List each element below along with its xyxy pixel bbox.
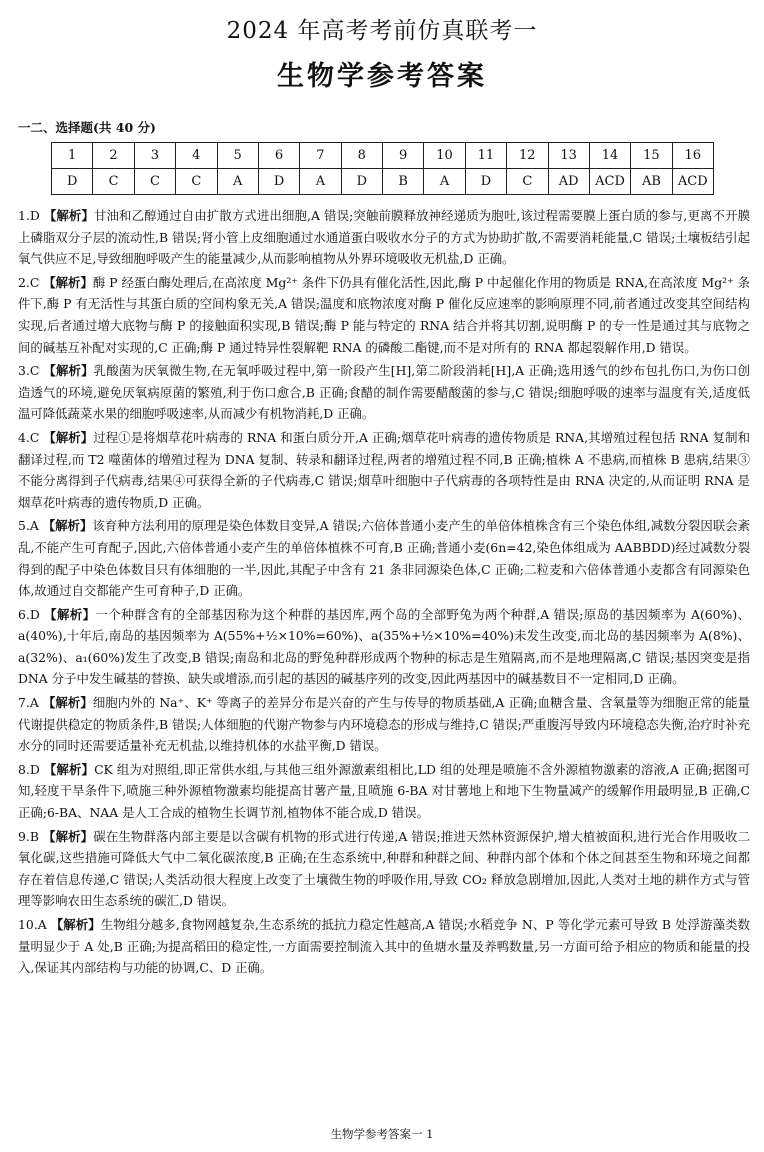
analysis-tag: 【解析】 <box>44 606 96 622</box>
answer-cell: C <box>507 169 548 195</box>
question-number-cell: 12 <box>507 143 548 169</box>
analysis-tag: 【解析】 <box>43 828 94 844</box>
answer-cell: A <box>424 169 465 195</box>
analysis-text: 乳酸菌为厌氧微生物,在无氧呼吸过程中,第一阶段产生[H],第二阶段消耗[H],A 正确;选用透气的纱布包扎伤口,为伤口创造透气的环境,避免厌氧病原菌的繁殖,利于伤口愈合,B 正确;食醋的制作需要醋酸菌的参与,C 错误;细胞呼吸的速率与温度有关,适度低温可降低蔬菜水果的细胞呼吸速率,从而减少有机物消耗,D 正确。 <box>18 363 751 422</box>
item-number-answer: 9.B <box>18 828 44 844</box>
explanation-item <box>18 604 750 690</box>
explanation-item <box>18 759 750 824</box>
page-footer: 生物学参考答案一 1 <box>330 1127 434 1141</box>
analysis-tag: 【解析】 <box>43 208 94 223</box>
question-number-cell: 13 <box>548 143 589 169</box>
question-number-cell: 11 <box>465 143 506 169</box>
analysis-tag: 【解析】 <box>43 761 95 777</box>
analysis-tag: 【解析】 <box>43 429 94 445</box>
analysis-tag: 【解析】 <box>50 917 101 932</box>
question-number-cell: 4 <box>176 143 217 169</box>
question-number-cell: 16 <box>672 143 713 169</box>
answer-cell: C <box>134 169 175 195</box>
answer-table <box>51 142 714 195</box>
analysis-tag: 【解析】 <box>43 363 94 379</box>
explanation-list <box>18 205 750 981</box>
analysis-text: 甘油和乙醇通过自由扩散方式进出细胞,A 错误;突触前膜释放神经递质为胞吐,该过程需要膜上蛋白质的参与,更离不开膜上磷脂双分子层的流动性,B 错误;肾小管上皮细胞通过水通道蛋白吸收水分子的方式为协助扩散,不需要消耗能量,C 错误;土壤板结引起氧气供应不足,导致细胞呼吸产生的能量减少,从而影响植物从外界环境吸收无机盐,D 正确。 <box>18 208 750 267</box>
answer-cell: D <box>52 169 93 195</box>
question-number-row <box>52 143 714 169</box>
item-number-answer: 7.A <box>18 695 43 711</box>
explanation-item <box>18 272 750 358</box>
item-number-answer: 8.D <box>18 761 44 777</box>
answer-row <box>52 169 714 195</box>
item-number-answer: 10.A <box>18 917 51 932</box>
item-number-answer: 5.A <box>18 518 43 534</box>
answer-cell: B <box>383 169 424 195</box>
analysis-tag: 【解析】 <box>42 695 93 711</box>
answer-cell: ACD <box>672 169 713 195</box>
item-number-answer: 3.C <box>18 363 44 379</box>
question-number-cell: 7 <box>300 143 341 169</box>
answer-cell: A <box>300 169 341 195</box>
answer-cell: ACD <box>589 169 630 195</box>
analysis-text: 该育种方法利用的原理是染色体数目变异,A 错误;六倍体普通小麦产生的单倍体植株含有三个染色体组,减数分裂因联会紊乱,不能产生可育配子,因此,六倍体普通小麦产生的单倍体植株不可育,B 正确;普通小麦(6n=42,染色体组成为 AABBDD)经过减数分裂得到的配子中染色体数目只有体细胞的一半,因此,其配子中含有 21 条非同源染色体,C 正确;二粒麦和六倍体普通小麦都含有同源染色体,故通过自交都能产生可育种子,D 正确。 <box>18 518 750 599</box>
answer-cell: D <box>258 169 299 195</box>
explanation-item <box>18 826 750 912</box>
explanation-item <box>18 692 750 757</box>
analysis-text: 生物组分越多,食物网越复杂,生态系统的抵抗力稳定性越高,A 错误;水稻竞争 N、P 等化学元素可导致 B 处浮游藻类数量明显少于 A 处,B 正确;为提高稻田的稳定性,一方面需要控制流入其中的鱼塘水量及养鸭数量,另一方面可给予相应的物质和能量的投入,保证其内部结构与功能的协调,C、D 正确。 <box>18 917 751 976</box>
explanation-item <box>18 427 750 513</box>
answer-cell: A <box>217 169 258 195</box>
explanation-item <box>18 205 750 270</box>
explanation-item <box>18 914 750 979</box>
answer-cell: C <box>93 169 134 195</box>
answer-cell: AB <box>631 169 672 195</box>
answer-title: 生物学参考答案 <box>277 61 487 92</box>
analysis-text: 细胞内外的 Na⁺、K⁺ 等离子的差异分布是兴奋的产生与传导的物质基础,A 正确;血糖含量、含氧量等为细胞正常的能量代谢提供稳定的物质条件,B 错误;人体细胞的代谢产物参与内环境稳态的形成与维持,C 错误;严重腹泻导致内环境稳态失衡,治疗时补充水分的同时还需要适量补充无机盐,以维持机体的水盐平衡,D 错误。 <box>18 695 750 754</box>
analysis-tag: 【解析】 <box>42 518 93 534</box>
item-number-answer: 6.D <box>18 606 45 622</box>
answer-cell: C <box>176 169 217 195</box>
item-number-answer: 1.D <box>18 208 44 223</box>
question-number-cell: 15 <box>631 143 672 169</box>
answer-cell: D <box>465 169 506 195</box>
question-number-cell: 10 <box>424 143 465 169</box>
question-number-cell: 3 <box>134 143 175 169</box>
analysis-text: CK 组为对照组,即正常供水组,与其他三组外源激素组相比,LD 组的处理是喷施不含外源植物激素的溶液,A 正确;据图可知,轻度干旱条件下,喷施三种外源植物激素均能提高甘薯产量,且喷施 6-BA 对甘薯地上和地下生物量减产的缓解作用最明显,B 正确,C 正确;6-BA、NAA 是人工合成的植物生长调节剂,植物体不能合成,D 错误。 <box>18 761 750 821</box>
question-number-cell: 5 <box>217 143 258 169</box>
question-number-cell: 9 <box>383 143 424 169</box>
item-number-answer: 4.C <box>18 429 44 445</box>
question-number-cell: 14 <box>589 143 630 169</box>
analysis-text: 碳在生物群落内部主要是以含碳有机物的形式进行传递,A 错误;推进天然林资源保护,增大植被面积,进行光合作用吸收二氧化碳,这些措施可降低大气中二氧化碳浓度,B 正确;在生态系统中,种群和种群之间、种群内部个体和个体之间甚至生物和环境之间都存在着信息传递,C 错误;人类活动很大程度上改变了土壤微生物的呼吸作用,导致 CO₂ 释放急剧增加,因此,人类对土地的耕作方式与管理等影响农田生态系统的碳汇,D 错误。 <box>18 828 750 909</box>
exam-title: 2024 年高考考前仿真联考一 <box>226 18 538 44</box>
analysis-text: 一个种群含有的全部基因称为这个种群的基因库,两个岛的全部野兔为两个种群,A 错误;原岛的基因频率为 A(60%)、a(40%),十年后,南岛的基因频率为 A(55%+½×10%=60%)、a(35%+½×10%=40%)未发生改变,而北岛的基因频率为 A(8%)、a(32%)、a₁(60%)发生了改变,B 错误;南岛和北岛的野兔种群形成两个物种的标志是生殖隔离,而不是地理隔离,C 错误;基因突变是指 DNA 分子中发生碱基的替换、缺失或增添,而引起的基因的碱基序列的改变,因此两基因中的碱基数目不一定相同,D 正确。 <box>18 606 751 687</box>
analysis-tag: 【解析】 <box>43 274 93 290</box>
question-number-cell: 1 <box>52 143 93 169</box>
question-number-cell: 6 <box>258 143 299 169</box>
explanation-item <box>18 360 750 425</box>
explanation-item <box>18 515 750 601</box>
question-number-cell: 2 <box>93 143 134 169</box>
analysis-text: 酶 P 经蛋白酶处理后,在高浓度 Mg²⁺ 条件下仍具有催化活性,因此,酶 P 中起催化作用的物质是 RNA,在高浓度 Mg²⁺ 条件下,酶 P 有无活性与其蛋白质的空间构象无关,A 错误;温度和底物浓度对酶 P 催化反应速率的影响原理不同,前者通过改变其空间结构实现,后者通过增大底物与酶 P 的接触面积实现,B 错误;酶 P 能与特定的 RNA 结合并将其切割,说明酶 P 的专一性是通过其与底物之间的碱基互补配对实现的,C 正确;酶 P 通过特异性裂解靶 RNA 的磷酸二酯键,而不是对所有的 RNA 都起裂解作用,D 错误。 <box>18 274 751 355</box>
section-heading: 一二、选择题(共 40 分) <box>18 120 156 135</box>
answer-cell: D <box>341 169 382 195</box>
answer-cell: AD <box>548 169 589 195</box>
item-number-answer: 2.C <box>18 274 44 290</box>
question-number-cell: 8 <box>341 143 382 169</box>
analysis-text: 过程①是将烟草花叶病毒的 RNA 和蛋白质分开,A 正确;烟草花叶病毒的遗传物质是 RNA,其增殖过程包括 RNA 复制和翻译过程,而 T2 噬菌体的增殖过程为 DNA 复制、转录和翻译过程,两者的增殖过程不同,B 正确;植株 A 不患病,而植株 B 患病,结果③不能分离得到子代病毒,结果④可获得全新的子代病毒,C 错误;烟草叶细胞中子代病毒的各项特性是由 RNA 决定的,从而证明 RNA 是烟草花叶病毒的遗传物质,D 正确。 <box>18 429 750 510</box>
